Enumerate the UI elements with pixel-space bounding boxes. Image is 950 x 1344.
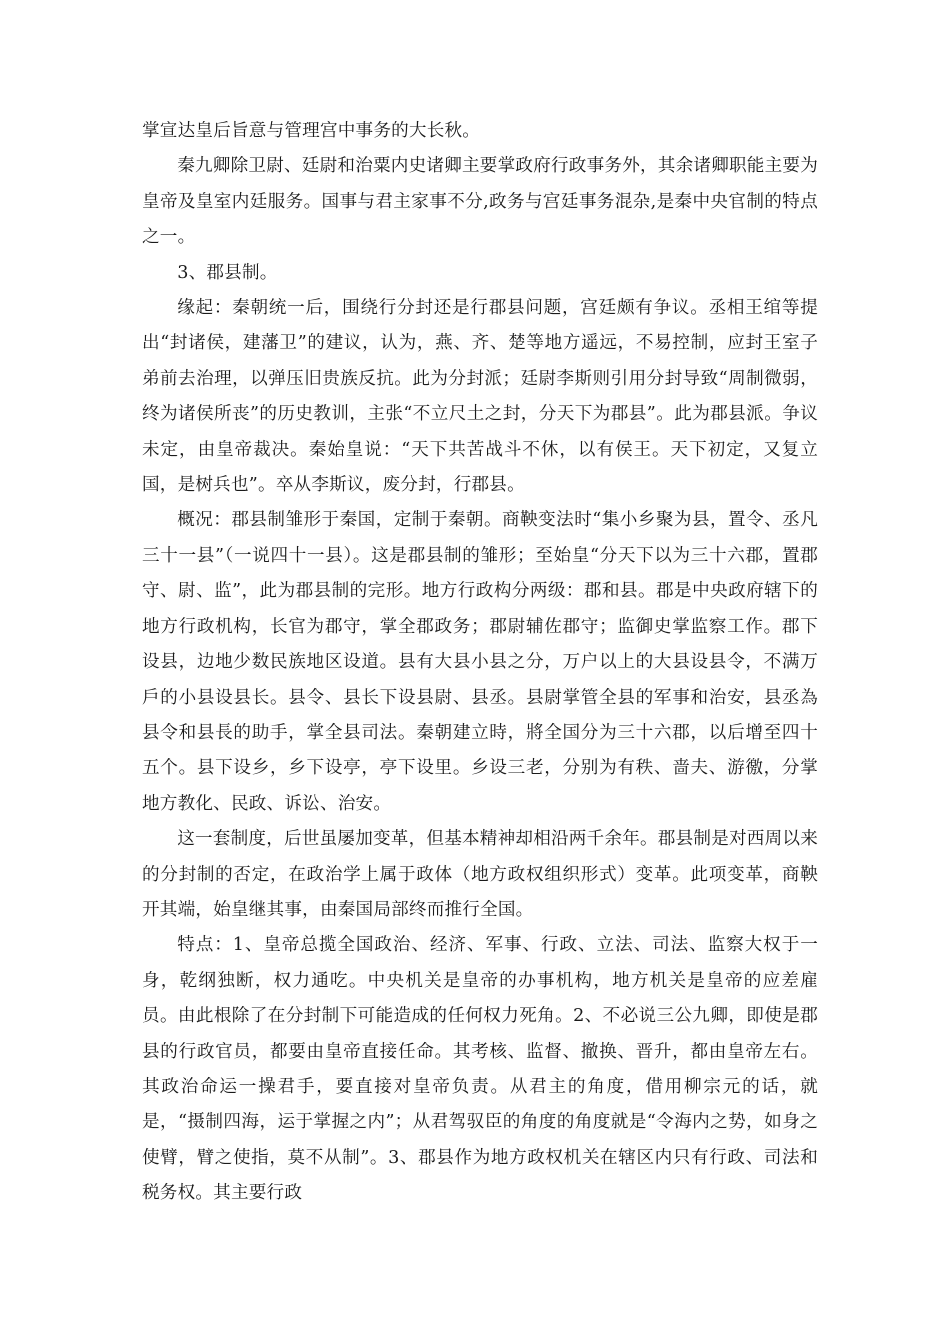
paragraph-overview: 概况：郡县制雏形于秦国，定制于秦朝。商鞅变法时“集小乡聚为县，置令、丞凡三十一县”（一说四十一县）。这是郡县制的雏形；至始皇“分天下以为三十六郡，置郡守、尉、监”，此为郡县制的完形。地方行政构分两级：郡和县。郡是中央政府辖下的地方行政机构，长官为郡守，掌全郡政务；郡尉辅佐郡守；监御史掌监察工作。郡下设县，边地少数民族地区设道。县有大县小县之分，万户以上的大县设县令，不满万戶的小县设县长。县令、县长下设县尉、县丞。县尉掌管全县的军事和治安，县丞為县令和县長的助手，掌全县司法。秦朝建立時，將全国分为三十六郡，以后增至四十五个。县下设乡，乡下设亭，亭下设里。乡设三老，分别为有秩、啬夫、游徼，分掌地方教化、民政、诉讼、治安。 [142,510,818,814]
document-body [142,114,818,1212]
paragraph-origin: 缘起：秦朝统一后，围绕行分封还是行郡县问题，宫廷颇有争议。丞相王绾等提出“封诸侯，建藩卫”的建议，认为，燕、齐、楚等地方遥远，不易控制，应封王室子弟前去治理，以弹压旧贵族反抗。此为分封派；廷尉李斯则引用分封导致“周制微弱，终为诸侯所丧”的历史教训，主张“不立尺土之封，分天下为郡县”。此为郡县派。争议未定，由皇帝裁决。秦始皇说：“天下共苦战斗不休，以有侯王。天下初定，又复立国，是树兵也”。卒从李斯议，废分封，行郡县。 [142,298,818,496]
paragraph-characteristics: 特点：1、皇帝总揽全国政治、经济、军事、行政、立法、司法、监察大权于一身，乾纲独断，权力通吃。中央机关是皇帝的办事机构，地方机关是皇帝的应差雇员。由此根除了在分封制下可能造成的任何权力死角。2、不必说三公九卿，即使是郡县的行政官员，都要由皇帝直接任命。其考核、监督、撤换、晋升，都由皇帝左右。其政治命运一操君手，要直接对皇帝负责。从君主的角度，借用柳宗元的话，就是，“摄制四海，运于掌握之内”；从君驾驭臣的角度的角度就是“令海内之势，如身之使臂，臂之使指，莫不从制”。3、郡县作为地方政权机关在辖区内只有行政、司法和税务权。其主要行政 [142,935,818,1204]
section-heading-prefecture-county: 3、郡县制。 [177,262,278,283]
paragraph-nine-ministers: 秦九卿除卫尉、廷尉和治粟内史诸卿主要掌政府行政事务外，其余诸卿职能主要为皇帝及皇室内廷服务。国事与君主家事不分,政务与宫廷事务混杂,是秦中央官制的特点之一。 [142,156,818,248]
paragraph-continuation: 掌宣达皇后旨意与管理宫中事务的大长秋。 [142,121,481,141]
paragraph-legacy: 这一套制度，后世虽屡加变革，但基本精神却相沿两千余年。郡县制是对西周以来的分封制的否定，在政治学上属于政体（地方政权组织形式）变革。此项变革，商鞅开其端，始皇继其事，由秦国局部终而推行全国。 [142,829,818,920]
